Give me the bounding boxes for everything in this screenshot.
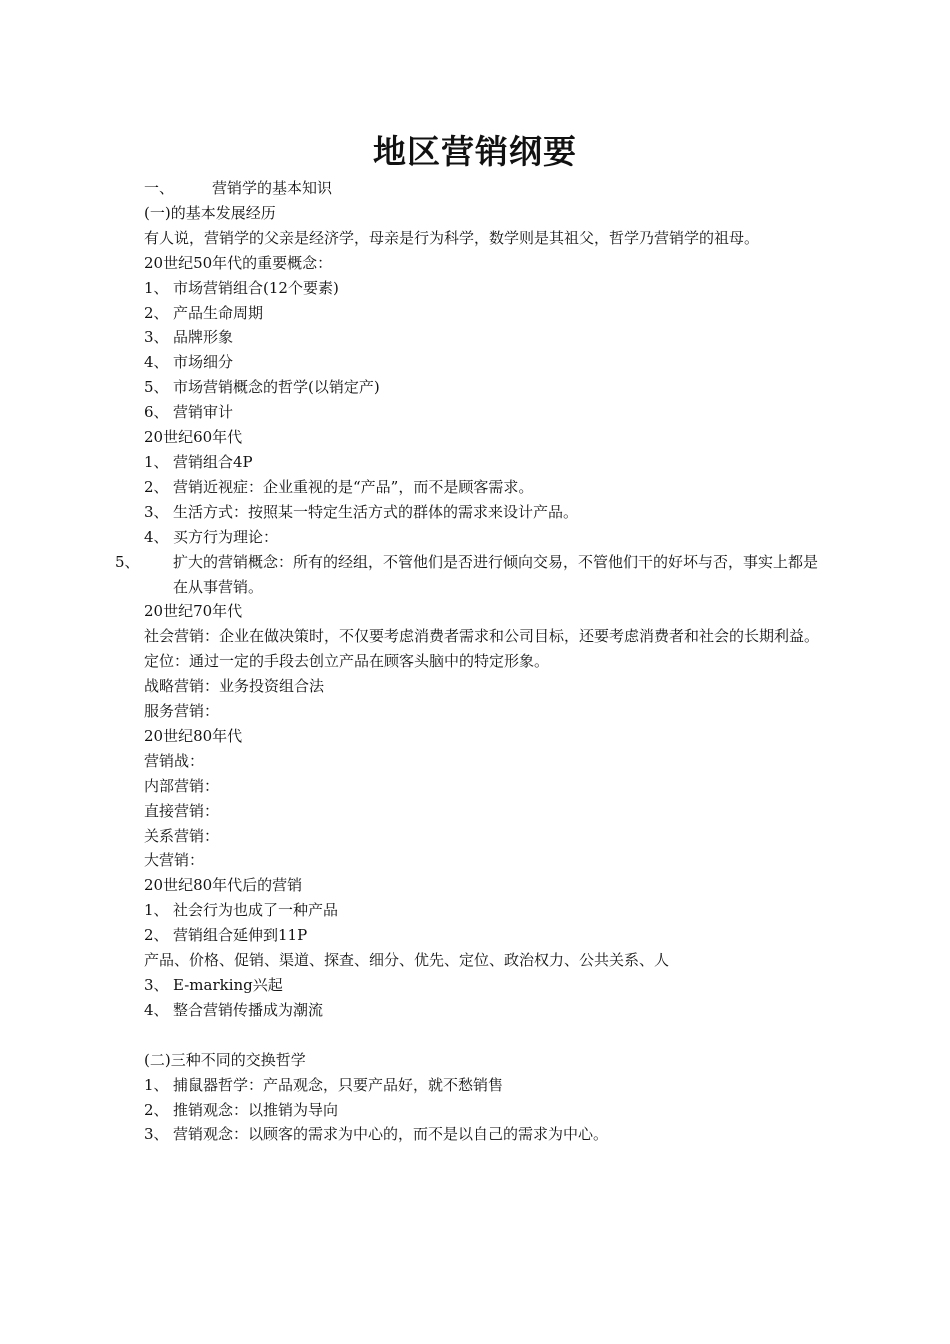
list-text: 品牌形象 (173, 328, 234, 347)
list-item (144, 350, 824, 375)
list-number: 4、 (144, 1000, 169, 1019)
list-text: 整合营销传播成为潮流 (173, 1000, 324, 1019)
list-text: 营销组合4P (173, 452, 253, 471)
strategic-marketing-line: 战略营销：业务投资组合法 (144, 677, 325, 696)
list-text: 市场营销概念的哲学(以销定产) (173, 378, 380, 397)
list-text: 扩大的营销概念：所有的经组，不管他们是否进行倾向交易，不管他们干的好坏与否，事实上都是在从事营销。 (173, 552, 819, 596)
list-text: 社会行为也成了一种产品 (173, 901, 339, 920)
list-item (144, 450, 824, 475)
era-heading: 20世纪50年代的重要概念： (144, 253, 333, 272)
list-number: 2、 (144, 303, 169, 322)
list-number: 3、 (144, 1125, 169, 1144)
list-item (144, 325, 824, 350)
list-number: 1、 (144, 901, 169, 920)
list-item (144, 525, 824, 550)
section-heading (144, 176, 824, 201)
list-number: 5、 (144, 378, 169, 397)
list-item (144, 276, 824, 301)
list-item (144, 375, 824, 400)
list-text: 捕鼠器哲学：产品观念，只要产品好，就不愁销售 (173, 1075, 504, 1094)
section-title: 营销学的基本知识 (212, 179, 333, 197)
list-text: 市场营销组合(12个要素) (173, 278, 339, 297)
intro-paragraph: 有人说，营销学的父亲是经济学，母亲是行为科学，数学则是其祖父，哲学乃营销学的祖母。 (144, 228, 760, 247)
list-item (144, 301, 824, 326)
era-heading: 20世纪60年代 (144, 428, 243, 447)
social-marketing-paragraph: 社会营销：企业在做决策时，不仅要考虑消费者需求和公司目标，还要考虑消费者和社会的长期利益。 (144, 627, 820, 646)
list-number: 5、 (115, 552, 140, 571)
list-number: 3、 (144, 976, 169, 994)
list-item (144, 1122, 824, 1147)
list-number: 6、 (144, 403, 169, 422)
list-number: 1、 (144, 1075, 169, 1094)
list-text: E-marking兴起 (173, 976, 283, 994)
era-heading: 20世纪80年代后的营销 (144, 876, 303, 895)
era-heading: 20世纪70年代 (144, 602, 243, 621)
list-text: 产品生命周期 (173, 303, 264, 322)
list-item (144, 1073, 824, 1098)
list-number: 3、 (144, 328, 169, 347)
section-number: 一、 (144, 179, 175, 197)
era-heading: 20世纪80年代 (144, 726, 243, 745)
positioning-line: 定位：通过一定的手段去创立产品在顾客头脑中的特定形象。 (144, 652, 550, 671)
list-item (144, 400, 824, 425)
subsection-heading: (二)三种不同的交换哲学 (144, 1050, 306, 1069)
list-item (144, 475, 824, 500)
list-number: 1、 (144, 278, 169, 297)
blank-line (144, 1023, 824, 1048)
list-item (144, 1098, 824, 1123)
list-text: 营销组合延伸到11P (173, 926, 308, 945)
list-text: 推销观念：以推销为导向 (173, 1100, 339, 1119)
concept-line: 大营销： (144, 851, 205, 870)
list-text: 营销近视症：企业重视的是“产品”，而不是顾客需求。 (173, 477, 534, 496)
list-item (115, 550, 824, 600)
subsection-heading: (一)的基本发展经历 (144, 203, 276, 222)
list-item (144, 973, 824, 998)
concept-line: 关系营销： (144, 826, 220, 845)
list-number: 4、 (144, 527, 169, 546)
list-item (144, 998, 824, 1023)
concept-line: 内部营销： (144, 776, 220, 795)
list-number: 1、 (144, 452, 169, 471)
list-item (144, 898, 824, 923)
list-text: 市场细分 (173, 353, 234, 372)
list-text: 生活方式：按照某一特定生活方式的群体的需求来设计产品。 (173, 502, 579, 521)
list-number: 2、 (144, 926, 169, 945)
list-text: 买方行为理论： (173, 527, 279, 546)
service-marketing-line: 服务营销： (144, 702, 220, 721)
list-item (144, 923, 824, 948)
list-number: 2、 (144, 477, 169, 496)
concept-line: 营销战： (144, 751, 205, 770)
document-body (115, 176, 824, 1147)
concept-line: 直接营销： (144, 801, 220, 820)
document-title: 地区营销纲要 (373, 132, 577, 171)
list-number: 4、 (144, 353, 169, 372)
list-text: 营销观念：以顾客的需求为中心的，而不是以自己的需求为中心。 (173, 1125, 609, 1144)
eleven-p-line: 产品、价格、促销、渠道、探查、细分、优先、定位、政治权力、公共关系、人 (144, 951, 670, 970)
list-number: 3、 (144, 502, 169, 521)
list-item (144, 500, 824, 525)
list-text: 营销审计 (173, 403, 234, 422)
list-number: 2、 (144, 1100, 169, 1119)
